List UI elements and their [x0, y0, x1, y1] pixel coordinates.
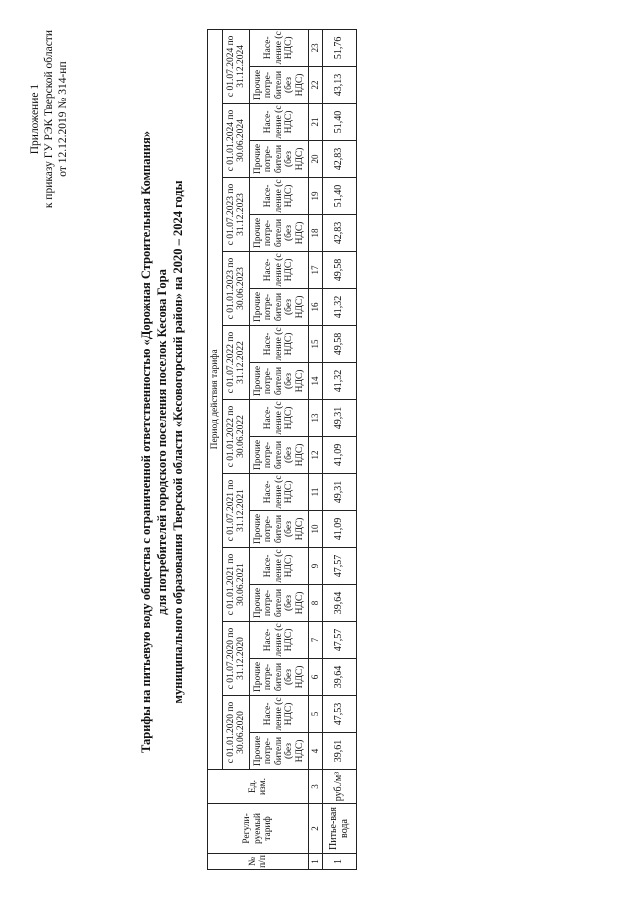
tariff-value: 51,40 — [323, 104, 357, 141]
column-index: 5 — [309, 696, 323, 733]
column-index-row — [309, 29, 323, 869]
tariff-value: 49,58 — [323, 326, 357, 363]
tariff-value: 47,57 — [323, 548, 357, 585]
tariff-value: 39,61 — [323, 733, 357, 770]
tariff-value: 47,57 — [323, 622, 357, 659]
document-title — [138, 40, 186, 844]
column-index: 19 — [309, 178, 323, 215]
column-index: 1 — [309, 854, 323, 870]
appendix-note — [28, 30, 70, 208]
tariff-value: 49,31 — [323, 400, 357, 437]
tariff-value: 49,31 — [323, 474, 357, 511]
row-number: 1 — [323, 854, 357, 870]
row-unit: руб./м³ — [323, 770, 357, 804]
title-line-1: Тарифы на питьевую воду общества с ограниченной ответственностью «Дорожная Строительная Компания» — [139, 131, 153, 753]
subheader-population: Насе-ление (с НДС) — [250, 474, 309, 511]
subheader-population: Насе-ление (с НДС) — [250, 326, 309, 363]
column-index: 2 — [309, 804, 323, 854]
appendix-line-3: от 12.12.2019 № 314-нп — [57, 61, 69, 177]
appendix-line-2: к приказу ГУ РЭК Тверской области — [43, 30, 55, 209]
subheader-population: Насе-ление (с НДС) — [250, 252, 309, 289]
column-index: 6 — [309, 659, 323, 696]
tariff-value: 51,40 — [323, 178, 357, 215]
subheader-population: Насе-ление (с НДС) — [250, 400, 309, 437]
period-label: с 01.07.2021 по 31.12.2021 — [223, 474, 250, 548]
column-index: 3 — [309, 770, 323, 804]
column-index: 21 — [309, 104, 323, 141]
period-label: с 01.07.2024 по 31.12.2024 — [223, 29, 250, 103]
subheader-population: Насе-ление (с НДС) — [250, 178, 309, 215]
subheader-other-consumers: Прочие потре-бители (без НДС) — [250, 67, 309, 104]
tariff-value: 41,32 — [323, 363, 357, 400]
column-index: 22 — [309, 67, 323, 104]
title-line-3: муниципального образования Тверской области «Кесовогорский район» на 2020 – 2024 годы — [171, 180, 185, 704]
subheader-other-consumers: Прочие потре-бители (без НДС) — [250, 141, 309, 178]
tariff-value: 41,32 — [323, 289, 357, 326]
header-row-periods — [223, 29, 250, 869]
column-index: 23 — [309, 29, 323, 66]
header-row-1 — [208, 29, 223, 869]
tariff-value: 41,09 — [323, 437, 357, 474]
appendix-line-1: Приложение 1 — [29, 83, 41, 155]
period-header: Период действия тарифа — [208, 29, 223, 769]
subheader-other-consumers: Прочие потре-бители (без НДС) — [250, 511, 309, 548]
period-label: с 01.01.2022 по 30.06.2022 — [223, 400, 250, 474]
period-label: с 01.01.2020 по 30.06.2020 — [223, 696, 250, 770]
tariff-value: 39,64 — [323, 585, 357, 622]
subheader-other-consumers: Прочие потре-бители (без НДС) — [250, 659, 309, 696]
column-index: 17 — [309, 252, 323, 289]
subheader-other-consumers: Прочие потре-бители (без НДС) — [250, 289, 309, 326]
header-row-consumers — [250, 29, 309, 869]
title-line-2: для потребителей городского поселения поселок Кесова Гора — [155, 269, 169, 615]
period-label: с 01.01.2021 по 30.06.2021 — [223, 548, 250, 622]
tariff-table — [207, 29, 357, 870]
column-index: 12 — [309, 437, 323, 474]
row-tariff-name: Питье-вая вода — [323, 804, 357, 854]
tariff-value: 49,58 — [323, 252, 357, 289]
subheader-population: Насе-ление (с НДС) — [250, 548, 309, 585]
col-no-header: № п/п — [208, 854, 309, 870]
column-index: 8 — [309, 585, 323, 622]
column-index: 7 — [309, 622, 323, 659]
col-unit-header: Ед. изм. — [208, 770, 309, 804]
period-label: с 01.07.2022 по 31.12.2022 — [223, 326, 250, 400]
tariff-value: 47,53 — [323, 696, 357, 733]
period-label: с 01.07.2023 по 31.12.2023 — [223, 178, 250, 252]
period-label: с 01.07.2020 по 31.12.2020 — [223, 622, 250, 696]
subheader-population: Насе-ление (с НДС) — [250, 622, 309, 659]
tariff-value: 41,09 — [323, 511, 357, 548]
column-index: 9 — [309, 548, 323, 585]
tariff-value: 42,83 — [323, 141, 357, 178]
tariff-value: 43,13 — [323, 67, 357, 104]
column-index: 20 — [309, 141, 323, 178]
subheader-population: Насе-ление (с НДС) — [250, 104, 309, 141]
column-index: 14 — [309, 363, 323, 400]
tariff-value: 39,64 — [323, 659, 357, 696]
column-index: 4 — [309, 733, 323, 770]
subheader-population: Насе-ление (с НДС) — [250, 696, 309, 733]
tariff-value: 42,83 — [323, 215, 357, 252]
subheader-other-consumers: Прочие потре-бители (без НДС) — [250, 363, 309, 400]
column-index: 10 — [309, 511, 323, 548]
column-index: 15 — [309, 326, 323, 363]
table-row — [323, 29, 357, 869]
period-label: с 01.01.2023 по 30.06.2023 — [223, 252, 250, 326]
subheader-other-consumers: Прочие потре-бители (без НДС) — [250, 585, 309, 622]
column-index: 18 — [309, 215, 323, 252]
subheader-other-consumers: Прочие потре-бители (без НДС) — [250, 437, 309, 474]
tariff-value: 51,76 — [323, 29, 357, 66]
column-index: 11 — [309, 474, 323, 511]
subheader-population: Насе-ление (с НДС) — [250, 29, 309, 66]
subheader-other-consumers: Прочие потре-бители (без НДС) — [250, 733, 309, 770]
col-tariff-header: Регули-руемый тариф — [208, 804, 309, 854]
column-index: 13 — [309, 400, 323, 437]
column-index: 16 — [309, 289, 323, 326]
period-label: с 01.01.2024 по 30.06.2024 — [223, 104, 250, 178]
subheader-other-consumers: Прочие потре-бители (без НДС) — [250, 215, 309, 252]
